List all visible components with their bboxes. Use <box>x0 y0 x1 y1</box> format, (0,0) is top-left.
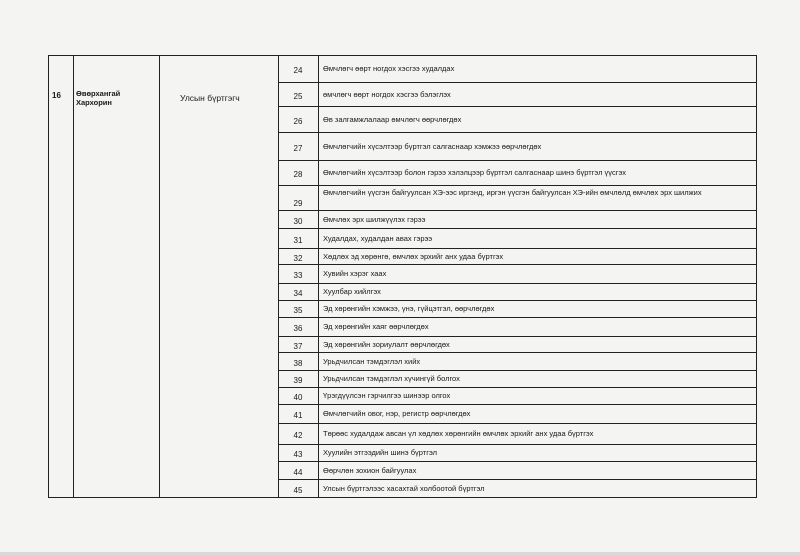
row-description: Үрэгдүүлсэн гэрчилгээ шинээр олгох <box>323 391 451 400</box>
row-description: Өмчлөгчийн хүсэлтээр болон гэрээ хэлэлцээр бүртгэл салгаснаар шинэ бүртгэл үүсгэх <box>323 168 627 177</box>
row-number: 33 <box>293 271 303 280</box>
group-location <box>76 89 120 107</box>
location-aimag: Өвөрхангай <box>76 89 121 98</box>
row-description: Хөдлөх эд хөрөнгө, өмчлөх эрхийг анх удаа бүртгэх <box>323 251 504 261</box>
table-row <box>278 83 757 107</box>
row-number: 40 <box>293 393 303 402</box>
table-row <box>278 337 757 353</box>
table-row <box>278 301 757 318</box>
group-department: Улсын бүртгэгч <box>180 93 240 103</box>
row-number: 43 <box>293 450 303 459</box>
table-row <box>278 405 757 424</box>
row-number: 44 <box>293 467 303 477</box>
row-number: 38 <box>293 358 303 368</box>
group-number: 16 <box>52 91 61 100</box>
table-row <box>278 284 757 301</box>
table-row <box>278 265 757 284</box>
row-description: Урьдчилсан тэмдэглэл хийх <box>323 356 421 366</box>
table-row <box>278 462 757 480</box>
row-description: өмчлөгч өөрт ногдох хэсгээ бэлэглэх <box>323 89 451 99</box>
row-description: Улсын бүртгэлээс хасахтай холбоотой бүртгэл <box>323 483 485 493</box>
row-number: 32 <box>293 253 303 263</box>
location-soum: Хархорин <box>76 98 112 107</box>
row-number: 28 <box>293 170 303 179</box>
row-description: Худалдах, худалдан авах гэрээ <box>323 233 433 243</box>
table-row <box>278 211 757 229</box>
column-divider <box>73 55 74 498</box>
row-description: Өөрчлөн зохион байгуулах <box>323 465 417 475</box>
row-number: 34 <box>293 289 303 298</box>
row-description: Өмчлөгчийн овог, нэр, регистр өөрчлөгдөх <box>323 409 471 418</box>
row-number: 35 <box>293 306 303 315</box>
row-number: 30 <box>293 216 303 226</box>
table-row <box>278 55 757 83</box>
row-description: Өмчлөгч өөрт ногдох хэсгээ худалдах <box>323 63 455 73</box>
row-description: Эд хөрөнгийн хаяг өөрчлөгдөх <box>323 322 429 331</box>
row-description: Эд хөрөнгийн хэмжээ, үнэ, гүйцэтгэл, өөрчлөгдөх <box>323 304 495 313</box>
table-row <box>278 445 757 462</box>
row-number: 26 <box>293 116 303 126</box>
row-description: Хуулбар хийлгэх <box>323 287 381 296</box>
row-number: 31 <box>293 235 303 245</box>
row-number: 37 <box>293 341 303 351</box>
table-row <box>278 388 757 405</box>
table-row <box>278 424 757 445</box>
row-description: Өмчлөгчийн үүсгэн байгуулсан ХЭ-ээс иргэнд, иргэн үүсгэн байгуулсан ХЭ-ийн өмчлөлд өмчлөх эрх шилжих <box>323 188 702 197</box>
row-number: 41 <box>293 411 303 420</box>
table-row <box>278 229 757 249</box>
row-number: 24 <box>293 65 303 75</box>
table-row <box>278 353 757 371</box>
table-row <box>278 186 757 211</box>
row-description: Хувийн хэрэг хаах <box>323 269 387 278</box>
table-row <box>278 107 757 133</box>
table-row <box>278 318 757 337</box>
row-description: Төрөөс худалдаж авсан үл хөдлөх хөрөнгийн өмчлөх эрхийг анх удаа бүртгэх <box>323 429 594 438</box>
row-number: 36 <box>293 324 303 333</box>
row-description: Эд хөрөнгийн зориулалт өөрчлөгдөх <box>323 339 450 349</box>
row-description: Урьдчилсан тэмдэглэл хүчингүй болгох <box>323 374 460 383</box>
column-divider <box>159 55 160 498</box>
row-description: Хуулийн этгээдийн шинэ бүртгэл <box>323 448 437 457</box>
row-description: Өв залгамжлалаар өмчлөгч өөрчлөгдөх <box>323 114 462 124</box>
table-row <box>278 480 757 498</box>
table-row <box>278 161 757 186</box>
row-number: 25 <box>293 91 303 101</box>
row-number: 42 <box>293 431 303 440</box>
table-row <box>278 371 757 388</box>
row-number: 29 <box>293 199 303 208</box>
table-row <box>278 133 757 161</box>
row-description: Өмчлөх эрх шилжүүлэх гэрээ <box>323 214 426 224</box>
page-edge <box>0 552 800 556</box>
row-number: 27 <box>293 143 303 153</box>
table-row <box>278 249 757 265</box>
row-number: 39 <box>293 376 303 385</box>
row-description: Өмчлөгчийн хүсэлтээр бүртгэл салгаснаар хэмжээ өөрчлөгдөх <box>323 141 542 151</box>
row-number: 45 <box>293 485 303 495</box>
